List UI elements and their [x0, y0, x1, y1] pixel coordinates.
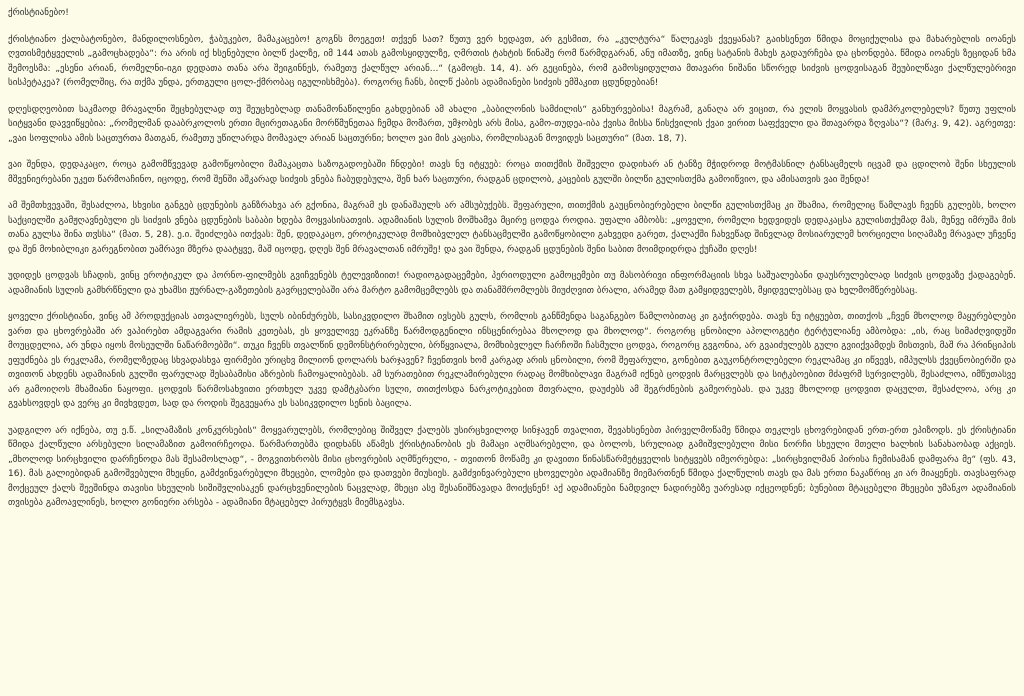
paragraph-7: უადგილო არ იქნება, თუ ე.წ. „სილამაზის კონკურსების“ მოყვარულებს, რომლებიც შიშველ ქალებს უსირცხვილოდ სინჯავენ თვალით, შევახსენებთ პირველმოწამე წმიდა თეკლეს ცხოვრებიდან ერთ-ერთ ეპიზოდს. ეს ქრისტიანი წმიდა ქალწული არსებული სილამაზით გამოირჩეოდა. წარმართებმა დიდხანს აწამეს ქრისტიანობის ეს მამაცი აღმსარებელი, და ბოლოს, სრულიად გამიშვლებული მისი ნორჩი სხეული მთელი ხალხის სანახაობად აქციეს. „მხოლოდ სირცხვილი დარჩენოდა მას შესამოსლად“, - მოგვითხრობს მისი ცხოვრების აღმწერელი, - თვითონ მოწამე კი დავითი წინასწარმეტყველის სიტყვებს იმეორებდა: „სირცხვილმან პირისა ჩემისამან დამფარა მე“ (ფს. 43, 16). მას გალიებიდან გამოშვებული მხეცნი, გამძვინვარებული მხეცები, ლომები და დათვები მიუსიეს. გამძვინვარებული ცხოველები ადამიანზე მიემართნენ წმიდა ქალწულის თავს და მას ერთი ნაკაწრიც კი არ მიაყენეს. თავსაფრად მოქცეულ ქალს შეეშინდა თავისი სხეულის სიშიშვლისაკენ დარცხვენილების ნაცვლად, მხეცი ასე შესანიშნავადა მოიქცნენ! აქ ადამიანები ნამდვილ ნადირებზე უარესად იქცეოდნენ; ბუნებით მტაცებელი მხეცები უმანკო ადამიანის თვისება გამოავლინეს, ხოლო გონიერი არსება - ადამიანი მტაცებელ პირუტყვს მიემსგავსა.: [8, 425, 1016, 508]
document-page: [8, 6, 1016, 692]
paragraph-6: ყოველი ქრისტიანი, ვინც ამ პროდუქციას ათვალიერებს, სულს იბინძურებს, სასიკვდილო შხამით ივსებს გულს, რომლის განწმენდა საგანგებო წამლობითაც კი გაჭირდება. თავს ნუ იტყუებთ, თითქოს „ჩვენ მხოლოდ მაყურებლები ვართ და ცხოვრებაში არ ვაპირებთ ამდაგვარი რამის კეთებას, ეს ყოველივე ეკრანზე წარმოდგენილი ინსცენირებაა მხოლოდ და მხოლოდ“. როგორც ცნობილი აპოლოგეტი ტერტულიანე ამბობდა: „ის, რაც სიმაძღვიდეში მოუცდელია, არ უნდა იყოს მოსეულში ნაწარმოებში“. თუკი ჩვენს თვალწინ დემონსტრირებული, ბრწყვიალა, მომხიბვლელ ჩარჩოში ჩასმული ცოდვა, როგორც გვგონია, არ გვაიძულებს გული გვიიქვამდეს მისთვის, მაშ რა პრინციპის ეფუძნება ეს რეკლამა, რომელზედაც სხვადასხვა ფირმები ურიცხვ მილიონ დოლარს ხარჯავენ? ჩვენთვის ხომ კარგად არის ცნობილი, რომ შეფარული, გონებით გაუკონტროლებელი რეკლამაც კი იწვევს, იმპულსს ქვეცნობიერში და თვითონ ახდენს ადამიანის გულში ფარულად შესაბამისი აზრების ჩამოყალიბებას. ამ სურათებით რეკლამირებული რადაც მომხიბლავი მაგრამ იქნებ ცოდვის მარცვლებს და სიტკბოებით მძაფრმ სურვილებს, შესაძლოა, იმწუთასვე არ გამოიღოს მხამიანი ნაყოფი. ცოდვის წარმოსახვითი ერთხელ უკვე დამტკბარი სული, თითქოსდა ნარკოტიკებით მთვრალი, დაუძებს ამ შეგრძნების გამეორებას. და უკვე მხოლოდ ცოდვით დაცულთ, შესაძლოა, არც კი გვახსოვდეს და ვერც კი მივხვდეთ, სად და როდის შეგვეყარა ეს სასიკვდილო სენის ბაცილა.: [8, 312, 1016, 409]
greeting-heading: ქრისტიანებო!: [8, 8, 69, 18]
paragraph-5: უდიდეს ცოდვას სჩადის, ვინც ეროტიკულ და პორნო-ფილმებს გვიჩვენებს ტელევიზიით! რადიოგადაცემები, პერიოდული გამოცემები თუ მასობრივი ინფორმაციის სხვა საშუალებანი დაუსრულებლად სიძვის ცოდვაზე ქადაგებენ. ადამიანის სულის გამხრწნელი და უხამსი ჟურნალ-გაზეთების გავრცელებაში არა მარტო გამომცემლებს და თანამშრომლებს მიუძღვით ბრალი, არამედ მათ გამყიდველებს, მყიდველებსაც და ხელმომწერებსაც.: [8, 271, 1016, 296]
paragraph-1: ქრისტიანო ქალბატონებო, მანდილოსნებო, ჭაბუკებო, მამაკაცებო! გოგნს მოეგეთ! თქვენ სათ? წუთუ ვერ ხედავთ, არ გესმით, რა „კულტურა“ წალეკავს ქვეყანას? გაიხსენეთ წმიდა მოციქულისა და მახარებლის იოანეს ღვთისმეტყველის „გამოცხადება“: რა არის იქ ხსენებული ბილწ ქალზე, იმ 144 ათას გამოსყიდულზე, ღმრთის ტახტის წინაშე რომ წარმდგარან, ანუ იმათზე, ვინც სატანის მახეს გადაურჩება და ცხონდება. წმიდა იოანეს ზეციდან ხმა შემოესმა: „ესენი არიან, რომელნი-იგი დედათა თანა არა შეიგინნეს, რამეთუ ქალწულ არიან...“ (გამოცხ. 14, 4). არ გეცინება, რომ გამოსყიდულთა მთავარი ნიშანი სწორედ სიძვის ცოდვისაგან შეუბილწავი ქალწულებრივი სისპეტაკეა? (რომელშიც, რა თქმა უნდა, ერთგული ცოლ-ქმრობაც იგულისხმება). როგორც ჩანს, ბილწ ქაბის ადამიანები სიძვის ემშაკით ცდუნდებიან!: [8, 34, 1016, 88]
paragraph-2: დღესდღეობით საკმაოდ მრავალნი შეცხებულად თუ შეუცხებლად თანამონაწილენი გახდებიან ამ ახალი „ბაბილონის სამძილის“ განხურვებისა! მაგრამ, განაღა არ ვიცით, რა ელის მოყვასის დამპრკოლებელს? წუთუ უფლის სიტყვანი დავვიწყებია: „რომელმან დააბრკოლოს ერთი მცირეთაგანი მორწმუნეთაა ჩემდა მომართ, უმჯობეს არს მისა, გამო-თუდეა-იბა ქვისა მისსა წისქვილის ქვაი ვირით საფქველი და შთავარდა ზღვასა“? (მარკ. 9, 42). აგრეთვე: „ვაი სოფლისა ამის საცთურთა მათგან, რამეთუ უწილარდა მომავალ არიან საცთურნი; ხოლო ვაი მის კაცისა, რომლისაგან მოვიდეს საცთური“ (მათ. 18, 7).: [8, 104, 1016, 144]
paragraph-4: ამ შემთხვევაში, შესაძლოა, სხვისი განგებ ცდუნების განზრახვა არ გქონია, მაგრამ ეს დანაშაულს არ ამსუბუქებს. შეფარული, თითქმის გაუცნობიერებელი ბილწი გულისთქმაც კი შხამია, რომელიც წამლავს ჩვენს გულებს, ხოლო საქციელში გამჟღავნებული ეს სიძვის ვნება ცდუნების საბაბი ხდება მოყვასისათვის. ადამიანის სულის მოშხამვა მცირე ცოდვა როდია. უფალი ამბობს: „ყოველი, რომელი ხედვიდეს დედაკაცსა გულისთქუმად მას, მუნვე იმრუშა მის თანა გულსა შინა თჳსსა“ (მათ. 5, 28). ე.ი. შეიძლება ითქვას: შენ, დედაკაცო, ეროტიკულად მომხიბვლელ ტანსაცმელში გამოწყობილი გახვედი გარეთ, ქალაქში ჩახვეწად შინვლად მოსიარულემ ხორციელი სიღამაზე მრავალ უჩვენე და შენ მოხიბლიკი გარეგნობით უამრავი მზერა დაატყვე, მაშ იცოდე, დღეს შენ მრავალთან იმრუშე! და ვაი შენდა, რადგან ცდუნების შენი საბით მოიმდიდრდა ქუჩაში დღეს!: [8, 201, 1016, 255]
paragraph-3: ვაი შენდა, დედაკაცო, როცა გამომწვევად გამოწყობილი მამაკაცთა საზოგადოებაში ჩნდები! თავს ნუ იტყუებ: როცა თითქმის შიშველი დადიხარ ან ტანზე მჭიდროდ მოტმასნილ ტანსაცმელს იცვამ და ცდილობ შენი სხეულის მშვენიერებანი უკეთ წარმოაჩინო, იცოდე, რომ შენში აშკარად სიძვის ვნება ჩაბუდებულა, შენ ხარ საცთური, რადგან ცდილობ, კაცების გულში ბილწი გულისთქმა გამოიწვიო, და ამისათვის ვაი შენდა!: [8, 160, 1016, 185]
